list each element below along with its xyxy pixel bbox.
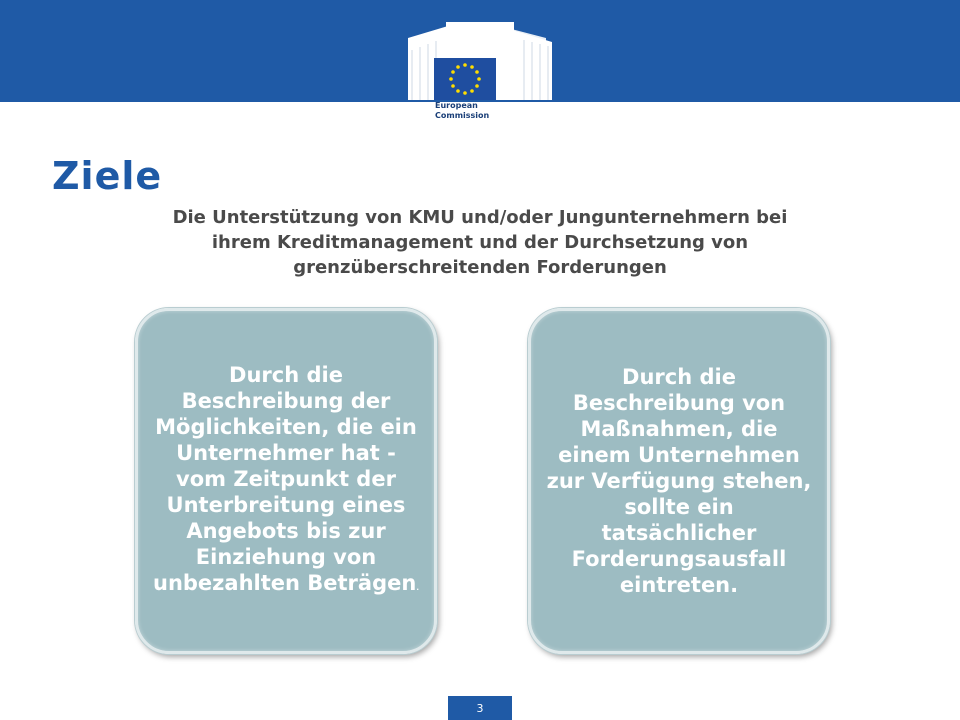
logo-text	[435, 101, 515, 121]
objective-card-right	[528, 308, 830, 654]
objective-card-left	[135, 308, 437, 654]
logo-line-1: European	[435, 101, 478, 110]
european-commission-logo	[400, 20, 560, 140]
page-title: Ziele	[52, 154, 163, 198]
logo-line-2: Commission	[435, 111, 490, 120]
subtitle: Die Unterstützung von KMU und/oder Jungunternehmern bei ihrem Kreditmanagement und der Durchsetzung von grenzüberschreitenden Forderungen	[172, 207, 788, 278]
card-left-text-wrap	[152, 362, 420, 601]
card-right-text: Durch die Beschreibung von Maßnahmen, die einem Unternehmen zur Verfügung stehen, sollte ein tatsächlicher Forderungsausfall eintreten.	[546, 365, 812, 597]
card-left-suffix: .	[416, 583, 419, 592]
page-number: 3	[448, 696, 512, 720]
card-left-text: Durch die Beschreibung der Möglichkeiten, die ein Unternehmer hat - vom Zeitpunkt der Unterbreitung eines Angebots bis zur Einziehung von unbezahlten Beträgen	[153, 362, 417, 595]
